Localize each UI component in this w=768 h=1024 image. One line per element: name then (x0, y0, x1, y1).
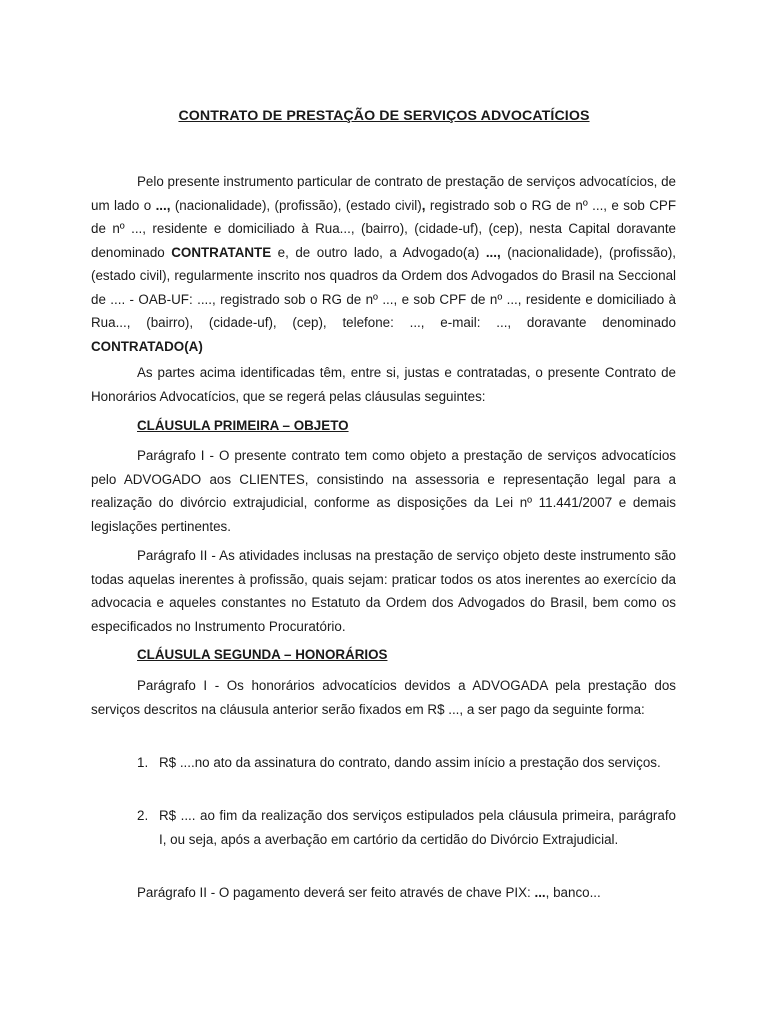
clause-1-paragraph-1: Parágrafo I - O presente contrato tem como objeto a prestação de serviços advocatícios pelo ADVOGADO aos CLIENTES, consistindo na assessoria e representação legal para a realização do divórcio extrajudicial, conforme as disposições da Lei nº 11.441/2007 e demais legislações pertinentes. (91, 448, 676, 534)
list-item-text: R$ ....no ato da assinatura do contrato, dando assim início a prestação dos serviços. (159, 755, 661, 770)
pix-key-placeholder: ... (534, 885, 546, 900)
contratante-label: CONTRATANTE (171, 244, 272, 260)
intro-paragraph (91, 170, 676, 358)
intro-text-5: (nacionalidade), (profissão), (estado civil), regularmente inscrito nos quadros da Ordem dos Advogados do Brasil na Seccional de .... - OAB-UF: ...., registrado sob o RG de nº ..., e sob CPF de nº ..., residente e domiciliado à Rua..., (bairro), (cidade-uf), (cep), telefone: ..., e-mail: ..., doravante denominado (91, 244, 677, 330)
intro-text-3: registrado sob o RG de nº ..., e sob CPF de nº ..., residente e domiciliado à Rua..., (bairro), (cidade-uf), (cep), nesta Capital doravante denominado (91, 197, 677, 260)
intro-text-1: Pelo presente instrumento particular de contrato de prestação de serviços advocatícios, de um lado o (91, 174, 676, 213)
list-item-number: 1. (137, 755, 149, 770)
list-item (137, 804, 676, 851)
clause-2-heading: CLÁUSULA SEGUNDA – HONORÁRIOS (137, 647, 388, 662)
list-item-number: 2. (137, 808, 149, 823)
intro-bold-4: ..., (485, 244, 501, 260)
clause-1-heading: CLÁUSULA PRIMEIRA – OBJETO (137, 418, 349, 433)
clause-2-paragraph-2 (137, 881, 676, 905)
intro-bold-1: ..., (155, 197, 171, 213)
list-item-text: R$ .... ao fim da realização dos serviços estipulados pela cláusula primeira, parágrafo I, ou seja, após a averbação em cartório da certidão do Divórcio Extrajudicial. (159, 808, 676, 847)
list-item (137, 751, 676, 775)
contratado-label: CONTRATADO(A) (91, 338, 203, 354)
document-title: CONTRATO DE PRESTAÇÃO DE SERVIÇOS ADVOCATÍCIOS (178, 108, 590, 124)
clause-2-paragraph-1: Parágrafo I - Os honorários advocatícios devidos a ADVOGADA pela prestação dos serviços descritos na cláusula anterior serão fixados em R$ ..., a ser pago da seguinte forma: (91, 678, 676, 717)
intro-text-2: (nacionalidade), (profissão), (estado civil) (170, 197, 422, 213)
intro-text-4: e, de outro lado, a Advogado(a) (271, 244, 486, 260)
payment-text-start: Parágrafo II - O pagamento deverá ser feito através de chave PIX: (137, 885, 535, 900)
parties-paragraph: As partes acima identificadas têm, entre si, justas e contratadas, o presente Contrato de Honorários Advocatícios, que se regerá pelas cláusulas seguintes: (91, 365, 676, 404)
payment-text-end: , banco... (545, 885, 601, 900)
clause-1-paragraph-2: Parágrafo II - As atividades inclusas na prestação de serviço objeto deste instrumento são todas aquelas inerentes à profissão, quais sejam: praticar todos os atos inerentes ao exercício da advocacia e aqueles constantes no Estatuto da Ordem dos Advogados do Brasil, bem como os especificados no Instrumento Procuratório. (91, 548, 676, 634)
intro-bold-2: , (421, 197, 426, 213)
